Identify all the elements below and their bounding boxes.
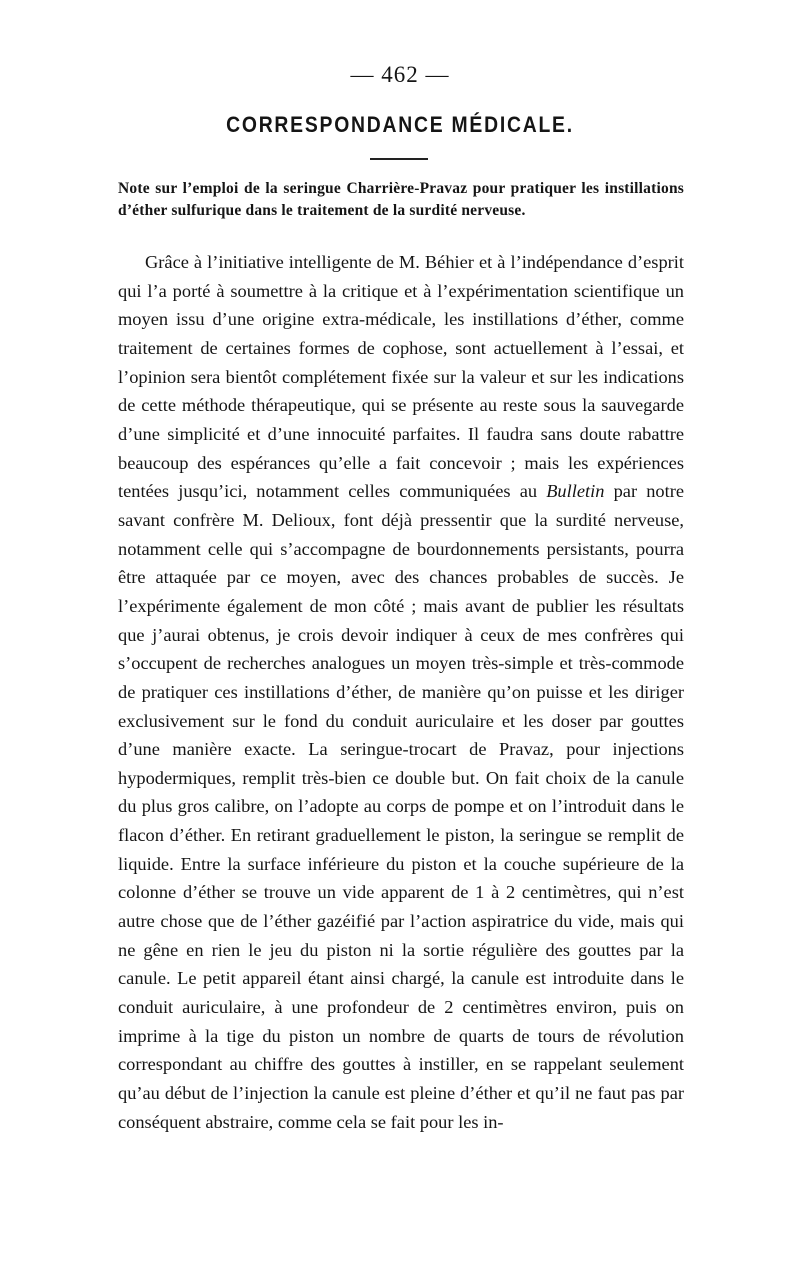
main-paragraph xyxy=(118,248,684,1136)
paragraph-text-1: Grâce à l’initiative intelligente de M. Béhier et à l’indépendance d’esprit qui l’a porté à soumettre à la critique et à l’expérimentation scientifique un moyen issu d’une origine extra-médicale, les instillations d’éther, comme traitement de certaines formes de cophose, sont actuellement à l’essai, et l’opinion sera bientôt complétement fixée sur la valeur et sur les indications de cette méthode thérapeutique, qui se présente au reste sous la sauvegarde d’une simplicité et d’une innocuité parfaites. Il faudra sans doute rabattre beaucoup des espérances qu’elle a fait concevoir ; mais les expériences tentées jusqu’ici, notamment celles communiquées au xyxy=(118,252,684,502)
section-title: CORRESPONDANCE MÉDICALE. xyxy=(226,112,574,137)
page-number: — 462 — xyxy=(350,62,450,87)
bulletin-italic: Bulletin xyxy=(546,481,605,502)
paragraph-text-2: par notre savant confrère M. Delioux, font déjà pressentir que la surdité nerveuse, notamment celle qui s’accompagne de bourdonnements persistants, pourra être attaquée par ce moyen, avec des chances probables de succès. Je l’expérimente également de mon côté ; mais avant de publier les résultats que j’aurai obtenus, je crois devoir indiquer à ceux de mes confrères qui s’occupent de recherches analogues un moyen très-simple et très-commode de pratiquer ces instillations d’éther, de manière qu’on puisse et les diriger exclusivement sur le fond du conduit auriculaire et les doser par gouttes d’une manière exacte. La seringue-trocart de Pravaz, pour injections hypodermiques, remplit très-bien ce double but. On fait choix de la canule du plus gros calibre, on l’adopte au corps de pompe et on l’introduit dans le flacon d’éther. En retirant graduellement le piston, la seringue se remplit de liquide. Entre la surface inférieure du piston et la couche supérieure de la colonne d’éther se trouve un vide apparent de 1 à 2 centimètres, qui n’est autre chose que de l’éther gazéifié par l’action aspiratrice du vide, mais qui ne gêne en rien le jeu du piston ni la sortie régulière des gouttes par la canule. Le petit appareil étant ainsi chargé, la canule est introduite dans le conduit auriculaire, à une profondeur de 2 centimètres environ, puis on imprime à la tige du piston un nombre de quarts de tours de révolution correspondant au chiffre des gouttes à instiller, en se rappelant seulement qu’au début de l’injection la canule est pleine d’éther et qu’il ne faut pas par conséquent abstraire, comme cela se fait pour les in- xyxy=(118,481,684,1132)
title-rule xyxy=(370,158,428,160)
note-heading: Note sur l’emploi de la seringue Charrière-Pravaz pour pratiquer les instillations d’éther sulfurique dans le traitement de la surdité nerveuse. xyxy=(118,180,684,219)
body-text xyxy=(118,248,684,1136)
